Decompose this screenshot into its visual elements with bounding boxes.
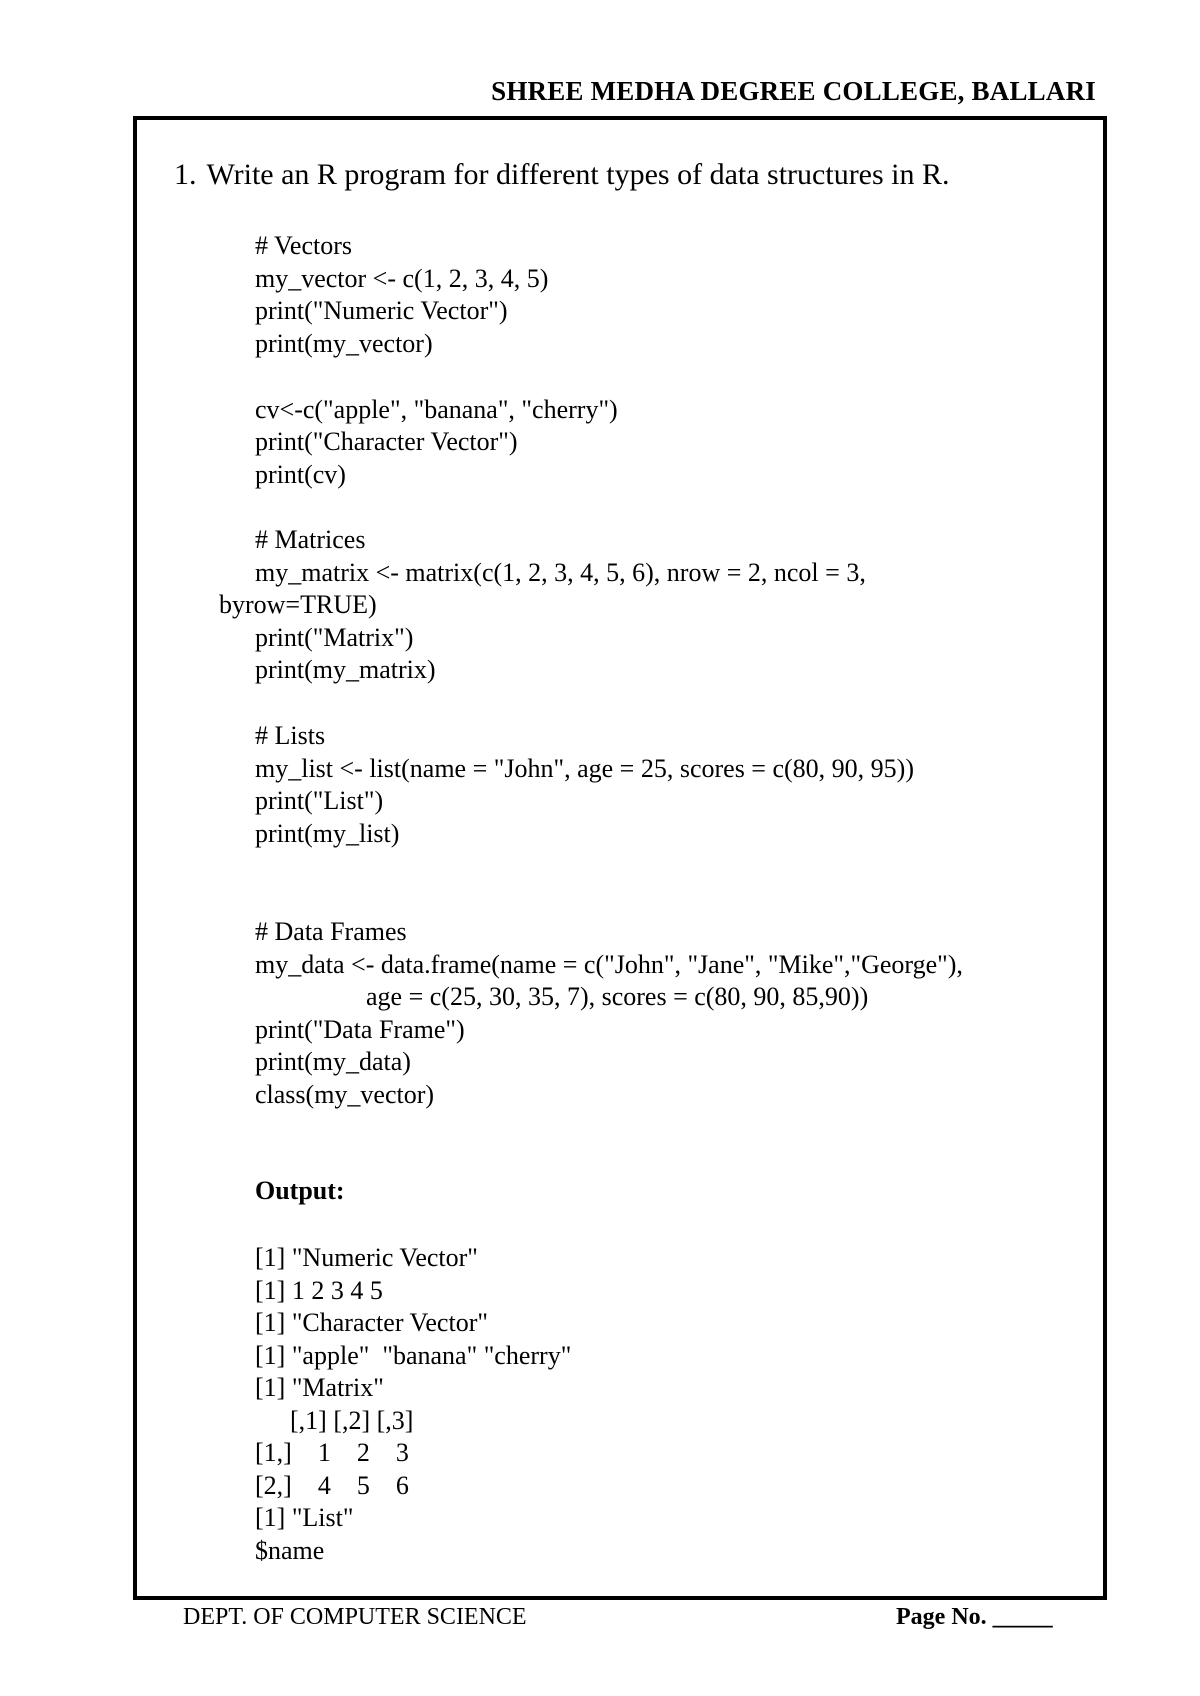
code-line: print("Matrix") — [255, 623, 414, 652]
code-line: class(my_vector) — [255, 1080, 435, 1109]
code-line: print(cv) — [255, 460, 346, 489]
code-line: age = c(25, 30, 35, 7), scores = c(80, 90, 85,90)) — [366, 982, 869, 1011]
code-line: my_data <- data.frame(name = c("John", "Jane", "Mike","George"), — [255, 950, 963, 979]
code-line: print(my_vector) — [255, 329, 433, 358]
code-line: byrow=TRUE) — [219, 590, 377, 619]
code-line: # Vectors — [255, 231, 353, 260]
code-line: my_list <- list(name = "John", age = 25, scores = c(80, 90, 95)) — [255, 754, 914, 783]
output-line: [1] "Matrix" — [255, 1373, 384, 1402]
college-header: SHREE MEDHA DEGREE COLLEGE, BALLARI — [491, 76, 1096, 106]
code-line: # Data Frames — [255, 917, 407, 946]
code-line: print(my_matrix) — [255, 655, 436, 684]
code-line: # Matrices — [255, 525, 366, 554]
question-text: Write an R program for different types of data structures in R. — [206, 158, 950, 191]
output-line: [1] 1 2 3 4 5 — [255, 1276, 383, 1305]
code-line: print(my_data) — [255, 1047, 411, 1076]
output-line: [1] "List" — [255, 1503, 354, 1532]
code-line: # Lists — [255, 721, 326, 750]
code-line: print(my_list) — [255, 819, 400, 848]
output-line: [1,] 1 2 3 — [255, 1438, 409, 1467]
question-title — [174, 158, 950, 192]
output-heading: Output: — [255, 1176, 345, 1205]
code-line: print("Data Frame") — [255, 1015, 465, 1044]
page-number-footer: Page No. _____ — [896, 1604, 1053, 1630]
code-line: my_vector <- c(1, 2, 3, 4, 5) — [255, 264, 549, 293]
code-line: cv<-c("apple", "banana", "cherry") — [255, 395, 618, 424]
code-line: print("List") — [255, 786, 384, 815]
code-line: print("Character Vector") — [255, 427, 518, 456]
code-line: print("Numeric Vector") — [255, 296, 508, 325]
output-line: [,1] [,2] [,3] — [290, 1406, 414, 1435]
output-line: $name — [255, 1536, 325, 1565]
output-line: [1] "Character Vector" — [255, 1308, 488, 1337]
code-line: my_matrix <- matrix(c(1, 2, 3, 4, 5, 6), nrow = 2, ncol = 3, — [255, 558, 866, 587]
output-line: [1] "apple" "banana" "cherry" — [255, 1341, 572, 1370]
department-footer: DEPT. OF COMPUTER SCIENCE — [183, 1604, 527, 1630]
output-line: [2,] 4 5 6 — [255, 1471, 409, 1500]
question-number: 1. — [174, 158, 197, 191]
output-line: [1] "Numeric Vector" — [255, 1243, 478, 1272]
